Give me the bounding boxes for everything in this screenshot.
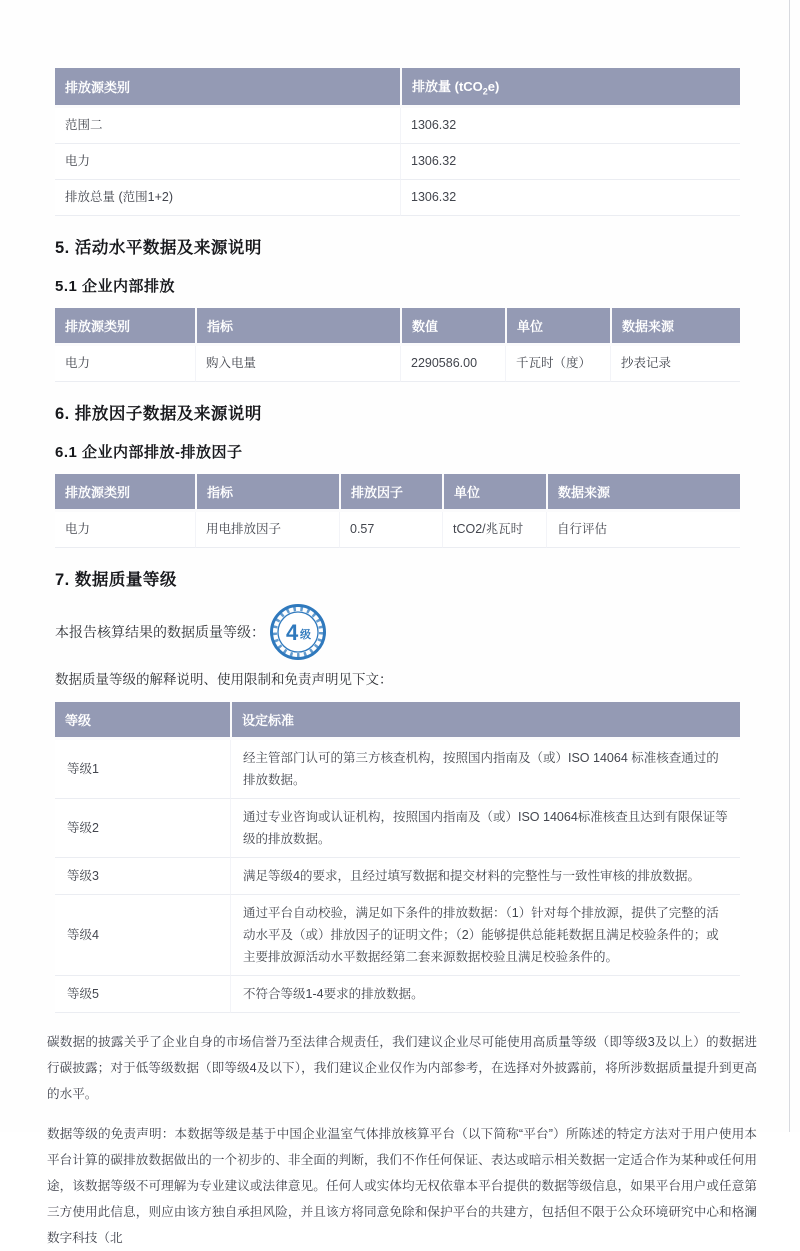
cell-indicator: 用电排放因子 <box>195 512 339 548</box>
cell-source: 电力 <box>55 346 195 382</box>
row-label-electricity: 电力 <box>55 144 400 180</box>
grade-4-stamp-badge <box>269 603 327 661</box>
header-emission-factor: 排放因子 <box>339 474 442 512</box>
header-value: 数值 <box>400 308 505 346</box>
cell-unit: 千瓦时（度） <box>505 346 610 382</box>
grade-line-label: 本报告核算结果的数据质量等级： <box>55 623 265 640</box>
table-row <box>55 346 740 382</box>
header-source-category: 排放源类别 <box>55 68 400 108</box>
section-6-title: 6. 排放因子数据及来源说明 <box>55 404 262 423</box>
table-header-row <box>55 702 740 740</box>
emission-amount-label-suffix: e) <box>487 79 500 94</box>
report-content <box>47 0 757 1251</box>
grade-badge-icon <box>269 603 327 661</box>
emission-factor-table <box>55 474 740 548</box>
grade-result-line <box>55 602 755 662</box>
table-row <box>55 976 740 1013</box>
table-row <box>55 108 740 144</box>
grade-2-label: 等级2 <box>55 799 230 858</box>
grade-4-criteria: 通过平台自动校验，满足如下条件的排放数据：（1）针对每个排放源，提供了完整的活动水平及（或）排放因子的证明文件；（2）能够提供总能耗数据且满足校验条件的；或主要排放源活动水平数据经第二套来源数据校验且满足校验条件的。 <box>230 895 740 976</box>
row-label-scope2: 范围二 <box>55 108 400 144</box>
cell-data-source: 自行评估 <box>546 512 740 548</box>
grade-4-label: 等级4 <box>55 895 230 976</box>
table-header-row <box>55 474 740 512</box>
table-header-row <box>55 68 740 108</box>
grade-3-criteria: 满足等级4的要求，且经过填写数据和提交材料的完整性与一致性审核的排放数据。 <box>230 858 740 895</box>
table-row <box>55 144 740 180</box>
row-label-total: 排放总量 (范围1+2) <box>55 180 400 216</box>
grade-criteria-table <box>55 702 740 1013</box>
header-data-source: 数据来源 <box>546 474 740 512</box>
header-emission-amount <box>400 68 740 108</box>
grade-1-criteria: 经主管部门认可的第三方核查机构，按照国内指南及（或）ISO 14064 标准核查通过的排放数据。 <box>230 740 740 799</box>
table-row <box>55 512 740 548</box>
table-row <box>55 799 740 858</box>
row-value: 1306.32 <box>400 180 740 216</box>
header-unit: 单位 <box>442 474 546 512</box>
table-row <box>55 180 740 216</box>
grade-5-criteria: 不符合等级1-4要求的排放数据。 <box>230 976 740 1013</box>
table-row <box>55 740 740 799</box>
table-row <box>55 895 740 976</box>
cell-value: 2290586.00 <box>400 346 505 382</box>
cell-indicator: 购入电量 <box>195 346 400 382</box>
badge-number: 4 <box>286 619 299 645</box>
section-6-1-subtitle: 6.1 企业内部排放-排放因子 <box>55 443 243 461</box>
row-value: 1306.32 <box>400 108 740 144</box>
cell-data-source: 抄表记录 <box>610 346 740 382</box>
grade-3-label: 等级3 <box>55 858 230 895</box>
emissions-summary-table <box>55 68 740 216</box>
activity-data-table <box>55 308 740 382</box>
grade-explain-line: 数据质量等级的解释说明、使用限制和免责声明见下文： <box>55 671 393 687</box>
header-grade: 等级 <box>55 702 230 740</box>
header-data-source: 数据来源 <box>610 308 740 346</box>
section-5-1-subtitle: 5.1 企业内部排放 <box>55 277 176 295</box>
cell-unit: tCO2/兆瓦时 <box>442 512 546 548</box>
header-indicator: 指标 <box>195 308 400 346</box>
disclaimer-paragraph: 数据等级的免责声明：本数据等级是基于中国企业温室气体排放核算平台（以下简称“平台”）所陈述的特定方法对于用户使用本平台计算的碳排放数据做出的一个初步的、非全面的判断，我们不作任何保证、表达或暗示相关数据一定适合作为某种或任何用途，该数据等级不可理解为专业建议或法律意见。任何人或实体均无权依靠本平台提供的数据等级信息，如果平台用户或任意第三方使用此信息，则应由该方独自承担风险，并且该方将同意免除和保护平台的共建方，包括但不限于公众环境研究中心和格澜数字科技（北 <box>47 1126 757 1245</box>
grade-5-label: 等级5 <box>55 976 230 1013</box>
cell-factor: 0.57 <box>339 512 442 548</box>
header-criteria: 设定标准 <box>230 702 740 740</box>
table-row <box>55 858 740 895</box>
header-source-category: 排放源类别 <box>55 308 195 346</box>
cell-source: 电力 <box>55 512 195 548</box>
co2-subscript: 2 <box>482 86 488 97</box>
badge-unit: 级 <box>300 628 311 641</box>
row-value: 1306.32 <box>400 144 740 180</box>
emission-amount-label: 排放量 (tCO <box>412 79 483 94</box>
header-unit: 单位 <box>505 308 610 346</box>
table-header-row <box>55 308 740 346</box>
section-7-title: 7. 数据质量等级 <box>55 570 177 589</box>
header-source-category: 排放源类别 <box>55 474 195 512</box>
grade-1-label: 等级1 <box>55 740 230 799</box>
grade-2-criteria: 通过专业咨询或认证机构，按照国内指南及（或）ISO 14064标准核查且达到有限保证等级的排放数据。 <box>230 799 740 858</box>
header-indicator: 指标 <box>195 474 339 512</box>
section-5-title: 5. 活动水平数据及来源说明 <box>55 238 262 257</box>
disclosure-advice-paragraph: 碳数据的披露关乎了企业自身的市场信誉乃至法律合规责任，我们建议企业尽可能使用高质量等级（即等级3及以上）的数据进行碳披露；对于低等级数据（即等级4及以下），我们建议企业仅作为内部参考，在选择对外披露前，将所涉数据质量提升到更高的水平。 <box>47 1034 757 1101</box>
page-edge-scan-line <box>789 0 790 1132</box>
